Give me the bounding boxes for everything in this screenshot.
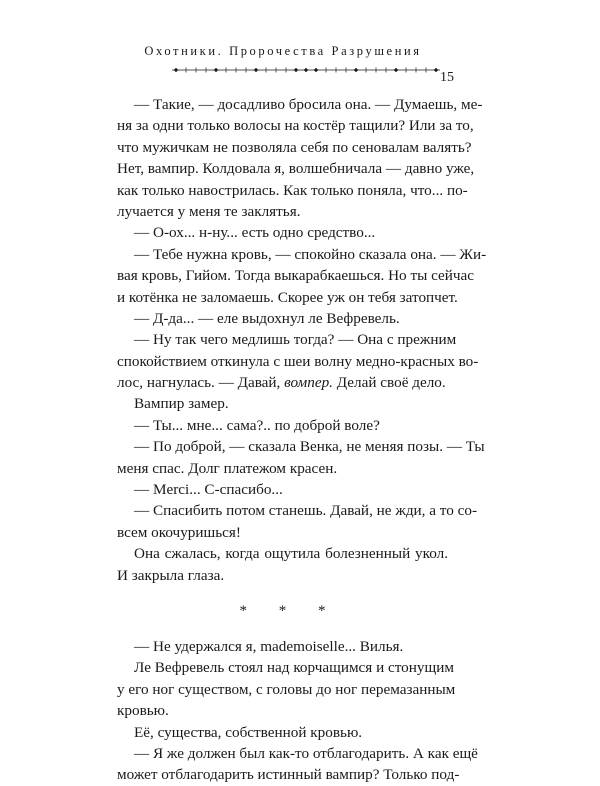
text-line: — Не удержался я, mademoiselle... Вилья. — [134, 637, 404, 655]
text-line: — Ну так чего медлишь тогда? — Она с прежним — [134, 331, 457, 349]
text-line: — Такие, — досадливо бросила она. — Думаешь, ме- — [134, 96, 483, 113]
ornamental-rule — [172, 64, 440, 76]
text-section-2 — [117, 636, 478, 786]
ornament-diamond — [174, 68, 179, 73]
text-line: ня за одни только волосы на костёр тащили? Или за то, — [117, 117, 474, 135]
ornament-diamond — [354, 68, 359, 73]
ornament-diamond — [314, 68, 319, 73]
text-line — [117, 372, 448, 393]
text-segment: лос, нагнулась. — Давай, — [117, 374, 285, 392]
text-line: Её, существа, собственной кровью. — [134, 723, 363, 741]
section-gap — [117, 586, 448, 600]
text-line: — Спасибить потом станешь. Давай, не жди, а то со- — [134, 502, 478, 520]
ornament-diamond — [254, 68, 259, 73]
text-line: у его ног существом, с головы до ног перемазанным — [117, 680, 456, 698]
text-line: И закрыла глаза. — [117, 566, 225, 584]
text-line: что мужичкам не позволяла себя по сеновалам валять? — [117, 138, 472, 156]
italic-word: вомпер. — [284, 374, 333, 392]
ornament-diamond — [394, 68, 399, 73]
ornament-diamond — [294, 68, 299, 73]
running-head-title: Охотники. Пророчества Разрушения — [144, 44, 422, 58]
section-gap — [117, 622, 448, 636]
ornament-diamond — [214, 68, 219, 73]
text-line: меня спас. Долг платежом красен. — [117, 459, 338, 477]
text-line: Вампир замер. — [134, 395, 229, 413]
text-segment: Делай своё дело. — [332, 374, 446, 392]
text-line: спокойствием откинула с шеи волну медно-красных во- — [117, 352, 479, 370]
ornament-diamond — [434, 68, 439, 73]
text-line: — Я же должен был как-то отблагодарить. А как ещё — [134, 744, 478, 762]
ornament-diamond — [304, 68, 309, 73]
text-line: может отблагодарить истинный вампир? Только под- — [117, 766, 460, 784]
page-number: 15 — [440, 70, 454, 85]
text-line: вая кровь, Гийом. Тогда выкарабкаешься. Но ты сейчас — [117, 267, 474, 285]
text-line: — Д-да... — еле выдохнул ле Вефревель. — [134, 309, 400, 327]
text-line: кровью. — [117, 702, 169, 720]
text-section-1 — [117, 94, 487, 586]
book-text — [117, 94, 487, 786]
section-separator: * * * — [239, 602, 340, 619]
text-line: — Тебе нужна кровь, — спокойно сказала она. — Жи- — [134, 245, 487, 263]
text-line: — По доброй, — сказала Венка, не меняя позы. — Ты — [134, 438, 485, 456]
text-line: — Merci... С-спасибо... — [134, 481, 283, 499]
text-line: Она сжалась, когда ощутила болезненный укол. — [134, 545, 448, 563]
text-line: Нет, вампир. Колдовала я, волшебничала — давно уже, — [117, 160, 475, 178]
text-line: — О-ох... н-ну... есть одно средство... — [134, 224, 376, 242]
text-line: — Ты... мне... сама?.. по доброй воле? — [134, 416, 380, 434]
text-line: лучается у меня те заклятья. — [117, 202, 301, 220]
text-line: как только навострилась. Как только поняла, что... по- — [117, 181, 468, 199]
text-line: и котёнка не заломаешь. Скорее уж он тебя затопчет. — [117, 288, 458, 306]
text-line: Ле Вефревель стоял над корчащимся и стонущим — [134, 659, 454, 677]
text-line: всем окочуришься! — [117, 523, 241, 541]
